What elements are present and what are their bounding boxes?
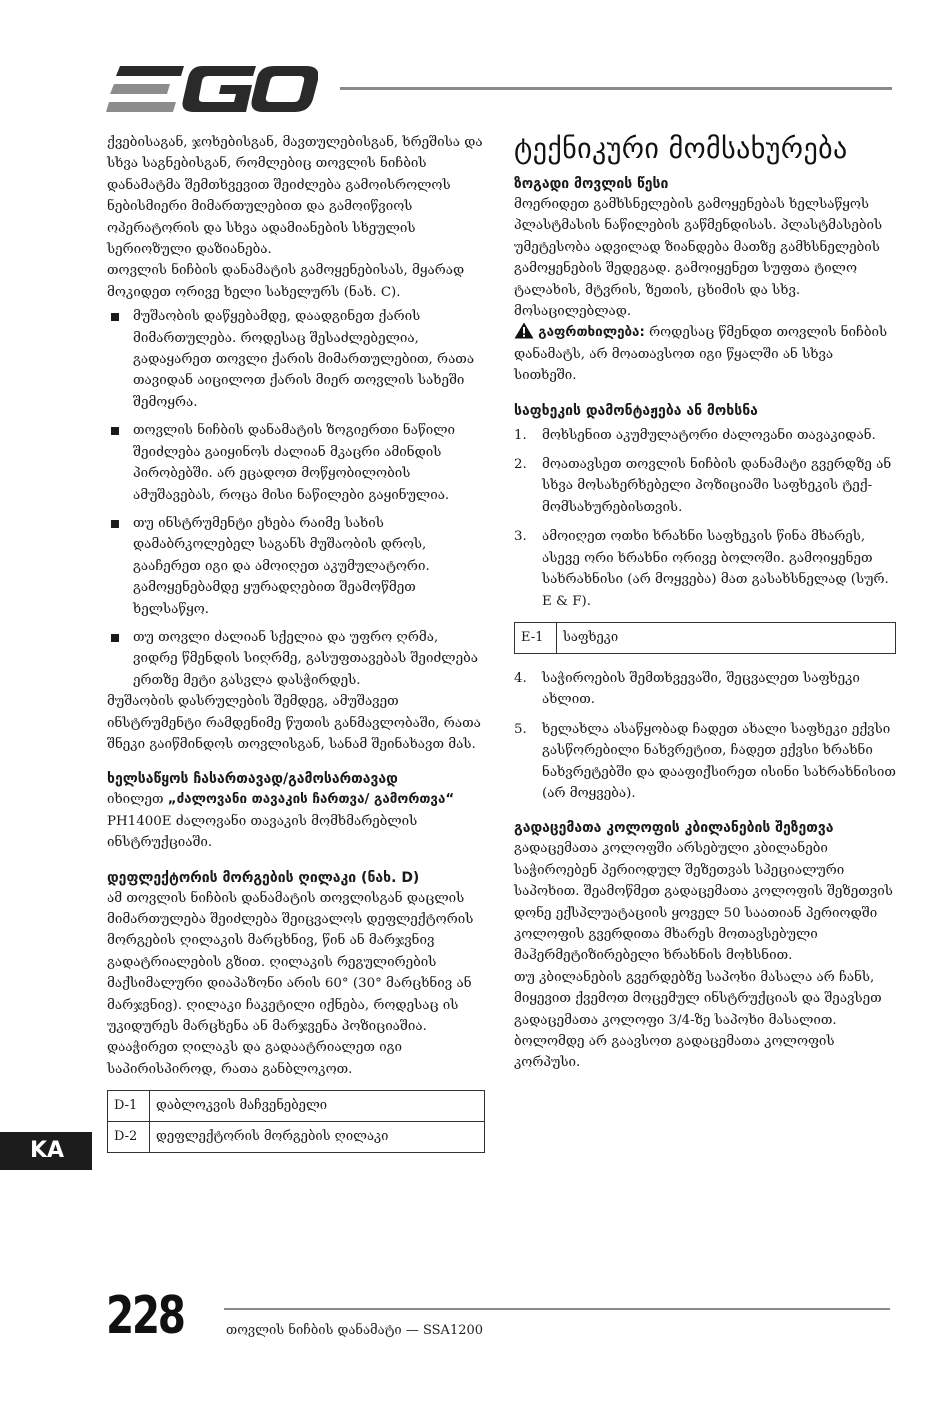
after-work-paragraph: მუშაობის დასრულების შემდეგ, ამუშავეთ ინსტრუმენტი რამდენიმე წუთის განმავლობაში, რათა შნეკი გაიწმინდოს თოვლისგან, სანამ შეინახავთ მას. [107,694,481,752]
legend-label: დეფლექტორის მორგების ღილაკი [150,1122,485,1153]
list-item: 2. მოათავსეთ თოვლის ნიჩბის დანამატი გვერდზე ან სხვა მოსახერხებელი პოზიციაში საფხეკის ტექ-მომსახურებისთვის. [514,457,892,515]
switch-paragraph: იხილეთ „ძალოვანი თავაკის ჩართვა/ გამორთვა“ PH1400E ძალოვანი თავაკის მომხმარებლის ინსტრუქციაში. [107,792,455,851]
right-column [514,128,896,1074]
intro-paragraph: ქვებისაგან, ჯოხებისგან, მავთულებისგან, ხრეშისა და სხვა საგნებისგან, რომლებიც თოვლის ნიჩბის დანამატმა შემთხვევით შეიძლება გამოისროლოს ნებისმიერი მიმართულებით და გამოიწვიოს ოპერატორის და სხვა ადამიანების სხეულის სერიოზული დაზიანება. [107,135,483,258]
ego-logo [106,64,318,114]
deflector-heading: დეფლექტორის მორგების ღილაკი (ნახ. D) [107,869,420,886]
page-title: ტექნიკური მომსახურება [514,132,848,165]
list-item: 4. საჭიროების შემთხვევაში, შეცვალეთ საფხეკი ახლით. [514,670,860,708]
footer-rule [224,1308,890,1310]
grip-paragraph: თოვლის ნიჩბის დანამატის გამოყენებისას, მყარად მოკიდეთ ორივე ხელი სახელურს (ნახ. C). [107,263,465,300]
scraper-heading: საფხეკის დამონტაჟება ან მოხსნა [514,402,758,419]
bullet-square-icon [111,520,119,528]
legend-code: D-1 [108,1091,150,1122]
list-item: 3. ამოიღეთ ოთხი ხრახნი საფხეკის წინა მხარეს, ასევე ორი ხრახნი ორივე ბოლოში. გამოიყენეთ სახრახნისი (არ მოყვება) მათ გასახსნელად (სურ. E & F). [514,529,889,609]
deflector-paragraph: ამ თოვლის ნიჩბის დანამატის თოვლისგან დაცლის მიმართულება შეიძლება შეიცვალოს დეფლექტორის მორგების ღილაკის მარცხნივ, წინ ან მარჯვნივ გადატრიალების გზით. ღილაკის რეგულირების მაქსიმალური დიაპაზონი არის 60° (30° მარცხნივ ან მარჯვნივ). ღილაკი ჩაკეტილი იქნება, როდესაც ის უკიდურეს მარცხენა ან მარჯვენა პოზიციაშია. დააჭირეთ ღილაკს და გადაატრიალეთ იგი საპირისპიროდ, რათა განბლოკოთ. [107,890,474,1077]
general-care-paragraph: მოერიდეთ გამხსნელების გამოყენებას ხელსაწყოს პლასტმასის ნაწილების გაწმენდისას. პლასტმასების უმეტესობა ადვილად ზიანდება მათზე გამხსნელების გამოყენების შედეგად. გამოიყენეთ სუფთა ტილო ტალახის, მტვრის, ზეთის, ცხიმის და სხვ. მოსაცილებლად. [514,197,883,320]
list-item: მუშაობის დაწყებამდე, დაადგინეთ ქარის მიმართულება. როდესაც შესაძლებელია, გადაყარეთ თოვლი ქარის მიმართულებით, რათა თავიდან აიცილოთ ქარის მიერ თოვლის სახეში შემოყრა. [107,306,485,413]
list-item: თუ ინსტრუმენტი ეხება რაიმე სახის დამაბრკოლებელ საგანს მუშაობის დროს, გააჩერეთ იგი და ამოიღეთ აკუმულატორი. გამოყენებამდე ყურადღებით შეამოწმეთ ხელსაწყო. [107,513,485,620]
switch-reference: „ძალოვანი თავაკის ჩართვა/ გამორთვა“ [167,792,455,808]
list-item: თუ თოვლი ძალიან სქელია და უფრო ღრმა, ვიდრე წმენდის სიღრმე, გასუფთავებას შეიძლება ერთზე მეტი გასვლა დასჭირდეს. [107,627,485,691]
left-column [107,132,485,1167]
language-tab: KA [0,1132,92,1170]
list-item: 1. მოხსენით აკუმულატორი ძალოვანი თავაკიდან. [514,427,876,443]
general-care-heading: ზოგადი მოვლის წესი [514,176,669,192]
legend-label: საფხეკი [557,622,896,653]
legend-label: დაბლოკვის მაჩვენებელი [150,1091,485,1122]
legend-code: E-1 [515,622,557,653]
scraper-steps-list-continued [514,668,896,804]
table-row [515,622,896,653]
switch-heading: ხელსაწყოს ჩასართავად/გამოსართავად [107,771,398,788]
gearbox-heading: გადაცემათა კოლოფის კბილანების შეზეთვა [514,820,834,837]
warning-paragraph: გაფრთხილება: როდესაც წმენდთ თოვლის ნიჩბის დანამატს, არ მოათავსოთ იგი წყალში ან სხვა სითხეში. [514,322,896,386]
legend-code: D-2 [108,1122,150,1153]
table-row [108,1122,485,1153]
footer-product-name: თოვლის ნიჩბის დანამატი — SSA1200 [226,1323,484,1338]
list-item: თოვლის ნიჩბის დანამატის ზოგიერთი ნაწილი შეიძლება გაიყინოს ძალიან მკაცრი ამინდის პირობებში. არ ეცადოთ მოწყობილობის ამუშავებას, როცა მისი ნაწილები გაყინულია. [107,420,485,506]
gearbox-paragraph: გადაცემათა კოლოფში არსებული კბილანები საჭიროებენ პერიოდულ შეზეთვას სპეციალური საპოხით. შეამოწმეთ გადაცემათა კოლოფის შეზეთვის დონე ექსპლუატაციის ყოველ 50 საათიან პერიოდში კოლოფის გვერდითა მხარეს მოთავსებული მაჰერმეტიზირებელი ხრახნის მოხსნით. [514,841,893,964]
scraper-steps-list [514,425,896,612]
safety-bullet-list [107,306,485,691]
bullet-square-icon [111,313,119,321]
bullet-square-icon [111,427,119,435]
gearbox-caution-paragraph: ბოლომდე არ გაავსოთ გადაცემათა კოლოფის კორპუსი. [514,1034,835,1071]
figure-d-legend-table [107,1090,485,1153]
warning-triangle-icon [514,322,534,339]
header-rule [340,87,892,90]
warning-label: გაფრთხილება: [538,325,645,341]
figure-e-legend-table [514,622,896,654]
list-item: 5. ხელახლა ასაწყობად ჩადეთ ახალი საფხეკი ექვსი გასწორებილი ნახვრეტით, ჩადეთ ექვსი ხრახნი ნახვრეტებში და დააფიქსირეთ ისინი სახრახნისით (არ მოყვება). [514,721,896,801]
page-number: 228 [106,1286,184,1346]
bullet-square-icon [111,634,119,642]
table-row [108,1091,485,1122]
gearbox-fill-paragraph: თუ კბილანების გვერდებზე საპოხი მასალა არ ჩანს, მიყევით ქვემოთ მოცემულ ინსტრუქციას და შეავსეთ გადაცემათა კოლოფი 3/4-ზე საპოხი მასალით. [514,969,882,1028]
